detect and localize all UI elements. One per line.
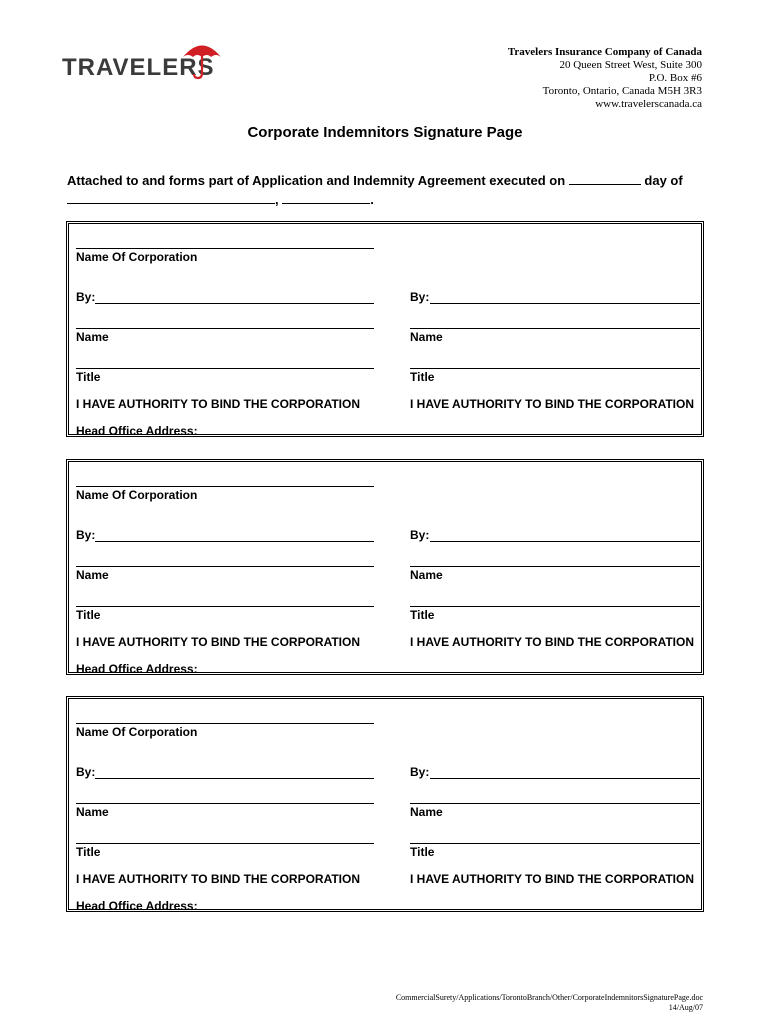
- logo-wordmark: TRAVELERS: [62, 54, 215, 81]
- title-label: Title: [410, 845, 435, 859]
- title-label: Title: [76, 845, 101, 859]
- title-field-left[interactable]: [76, 368, 374, 369]
- title-label: Title: [410, 608, 435, 622]
- head-office-address-field[interactable]: [188, 911, 701, 912]
- head-office-label: Head Office Address:: [76, 662, 198, 676]
- name-field-left[interactable]: [76, 566, 374, 567]
- company-address-block: [508, 46, 702, 111]
- corporation-label: Name Of Corporation: [76, 488, 198, 502]
- signature-field-right[interactable]: [430, 541, 700, 542]
- company-name: Travelers Insurance Company of Canada: [507, 46, 702, 58]
- executed-date-field[interactable]: [569, 172, 641, 185]
- day-of-text: day of: [644, 173, 683, 188]
- name-label: Name: [410, 805, 443, 819]
- name-label: Name: [76, 330, 109, 344]
- corporation-name-field[interactable]: [76, 486, 374, 487]
- signature-block: [66, 459, 704, 675]
- by-label: By:: [410, 765, 430, 779]
- title-field-right[interactable]: [410, 606, 700, 607]
- address-line: Toronto, Ontario, Canada M5H 3R3: [542, 85, 702, 97]
- signature-field-left[interactable]: [95, 541, 374, 542]
- authority-statement: I HAVE AUTHORITY TO BIND THE CORPORATION: [410, 635, 695, 649]
- name-field-right[interactable]: [410, 803, 700, 804]
- by-label: By:: [76, 290, 96, 304]
- authority-statement: I HAVE AUTHORITY TO BIND THE CORPORATION: [410, 872, 695, 886]
- name-label: Name: [76, 568, 109, 582]
- name-field-right[interactable]: [410, 566, 700, 567]
- month-field[interactable]: [67, 191, 275, 204]
- title-label: Title: [410, 370, 435, 384]
- signature-block: [66, 221, 704, 437]
- travelers-logo: [62, 40, 232, 84]
- title-field-left[interactable]: [76, 606, 374, 607]
- title-label: Title: [76, 370, 101, 384]
- title-field-right[interactable]: [410, 843, 700, 844]
- head-office-address-field[interactable]: [188, 436, 701, 437]
- document-footer: [396, 993, 703, 1013]
- address-line: P.O. Box #6: [648, 72, 702, 84]
- authority-statement: I HAVE AUTHORITY TO BIND THE CORPORATION: [76, 635, 361, 649]
- by-label: By:: [76, 528, 96, 542]
- intro-line: [67, 172, 683, 188]
- umbrella-icon: [180, 40, 224, 82]
- corporation-label: Name Of Corporation: [76, 250, 198, 264]
- intro-text: Attached to and forms part of Application and Indemnity Agreement executed on: [67, 173, 566, 188]
- name-field-left[interactable]: [76, 803, 374, 804]
- name-field-left[interactable]: [76, 328, 374, 329]
- signature-block: [66, 696, 704, 912]
- corporation-name-field[interactable]: [76, 723, 374, 724]
- corporation-label: Name Of Corporation: [76, 725, 198, 739]
- address-line: 20 Queen Street West, Suite 300: [559, 59, 702, 71]
- authority-statement: I HAVE AUTHORITY TO BIND THE CORPORATION: [410, 397, 695, 411]
- signature-field-left[interactable]: [95, 778, 374, 779]
- name-label: Name: [410, 568, 443, 582]
- document-date: 14/Aug/07: [668, 1003, 703, 1012]
- head-office-address-field[interactable]: [188, 674, 701, 675]
- title-field-left[interactable]: [76, 843, 374, 844]
- website-link[interactable]: www.travelerscanada.ca: [595, 98, 702, 110]
- year-field[interactable]: [282, 191, 370, 204]
- intro-line-2: , .: [67, 191, 374, 207]
- document-path: CommercialSurety/Applications/TorontoBranch/Other/CorporateIndemnitorsSignaturePage.doc: [395, 993, 703, 1002]
- name-label: Name: [76, 805, 109, 819]
- by-label: By:: [410, 290, 430, 304]
- signature-field-right[interactable]: [430, 303, 700, 304]
- by-label: By:: [76, 765, 96, 779]
- page-title: Corporate Indemnitors Signature Page: [247, 124, 523, 141]
- corporation-name-field[interactable]: [76, 248, 374, 249]
- title-field-right[interactable]: [410, 368, 700, 369]
- title-label: Title: [76, 608, 101, 622]
- signature-field-right[interactable]: [430, 778, 700, 779]
- by-label: By:: [410, 528, 430, 542]
- name-field-right[interactable]: [410, 328, 700, 329]
- authority-statement: I HAVE AUTHORITY TO BIND THE CORPORATION: [76, 872, 361, 886]
- head-office-label: Head Office Address:: [76, 899, 198, 913]
- signature-field-left[interactable]: [95, 303, 374, 304]
- authority-statement: I HAVE AUTHORITY TO BIND THE CORPORATION: [76, 397, 361, 411]
- name-label: Name: [410, 330, 443, 344]
- head-office-label: Head Office Address:: [76, 424, 198, 438]
